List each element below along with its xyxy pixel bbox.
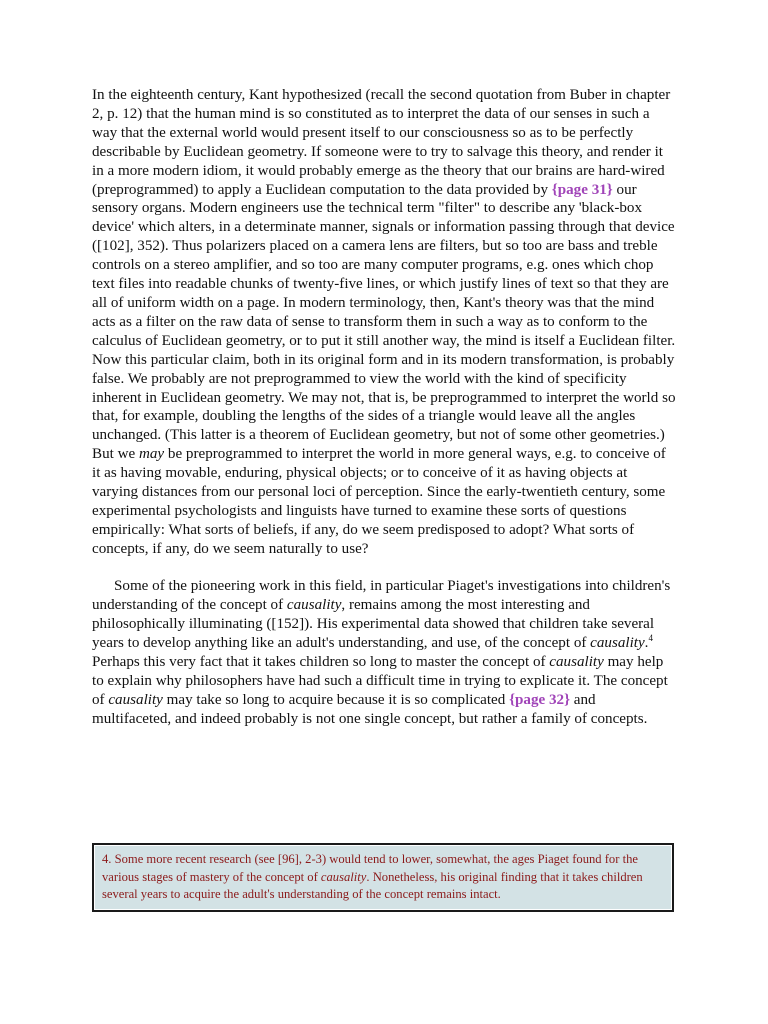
emphasis-text: causality [320, 869, 367, 884]
footnote-text-part: . Nonetheless, his original finding that it takes children several years to acquire the adult's understanding of the concept remains intact. [102, 869, 643, 902]
paragraph-text: may help to explain why philosophers have had such a difficult time in trying to explicate it. The concept of [92, 653, 668, 708]
emphasis-text: causality [108, 691, 163, 708]
paragraph-text: be preprogrammed to interpret the world in more general ways, e.g. to conceive of it as having movable, enduring, physical objects; or to conceive of it as having objects at varying distances from our personal loci of perception. Since the early-twentieth century, some experimental psychologists and linguists have turned to examine these sorts of questions empirically: What sorts of beliefs, if any, do we seem predisposed to adopt? What sorts of concepts, if any, do we seem naturally to use? [92, 446, 666, 557]
footnote-text-part: 4. Some more recent research (see [96], 2-3) would tend to lower, somewhat, the ages Piaget found for the various stages of mastery of the concept of [102, 852, 638, 884]
paragraph-kant-euclidean-filter [92, 86, 676, 559]
paragraph-text: our sensory organs. Modern engineers use the technical term "filter" to describe any 'black-box device' which alters, in a determinate manner, signals or information passing through that device ([102], 352). Thus polarizers placed on a camera lens are filters, but so too are bass and treble controls on a stereo amplifier, and so too are many computer programs, e.g. ones which chop text files into readable chunks of twenty-five lines, or which justify lines of text so that they are all of uniform width on a page. In modern terminology, then, Kant's theory was that the mind acts as a filter on the raw data of sense to transform them in such a way as to conform to the calculus of Euclidean geometry, or to put it still another way, the mind is itself a Euclidean filter. Now this particular claim, both in its original form and in its modern transformation, is probably false. We probably are not preprogrammed to view the world with the kind of specificity inherent in Euclidean geometry. We may not, that is, be preprogrammed to interpret the world so that, for example, doubling the lengths of the sides of a triangle would leave all the angles unchanged. (This latter is a theorem of Euclidean geometry, but not of some other geometries.) But we [92, 181, 676, 463]
paragraph-piaget-causality [92, 577, 676, 728]
paragraph-text: . [644, 634, 649, 651]
paragraph-text: In the eighteenth century, Kant hypothesized (recall the second quotation from Buber in chapter 2, p. 12) that the human mind is so constituted as to interpret the data of our senses in such a way that the external world would present itself to our consciousness so as to be perfectly describable by Euclidean geometry. If someone were to try to salvage this theory, and render it in a more modern idiom, it would probably emerge as the theory that our brains are hard-wired (preprogrammed) to apply a Euclidean computation to the data provided by [92, 87, 671, 198]
emphasis-text: causality [590, 634, 645, 651]
book-page-body [92, 86, 676, 728]
emphasis-text: causality [549, 653, 604, 670]
footnote-reference[interactable]: 4 [648, 632, 653, 643]
page-marker-31: {page 31} [551, 181, 613, 198]
paragraph-text: , remains among the most interesting and philosophically illuminating ([152]). His experimental data showed that children take several years to develop anything like an adult's understanding, and use, of the concept of [92, 597, 655, 651]
paragraph-text: and multifaceted, and indeed probably is not one single concept, but rather a family of concepts. [92, 691, 648, 727]
paragraph-text: Some of the pioneering work in this field, in particular Piaget's investigations into children's understanding of the concept of [92, 578, 671, 614]
page-marker-32: {page 32} [509, 691, 571, 708]
footnote-text [102, 851, 664, 904]
paragraph-text: Perhaps this very fact that it takes children so long to master the concept of [92, 653, 550, 670]
emphasis-text: may [138, 446, 165, 463]
emphasis-text: causality [286, 597, 342, 614]
paragraph-text: may take so long to acquire because it is so complicated [162, 691, 510, 708]
footnote-box [92, 843, 674, 912]
